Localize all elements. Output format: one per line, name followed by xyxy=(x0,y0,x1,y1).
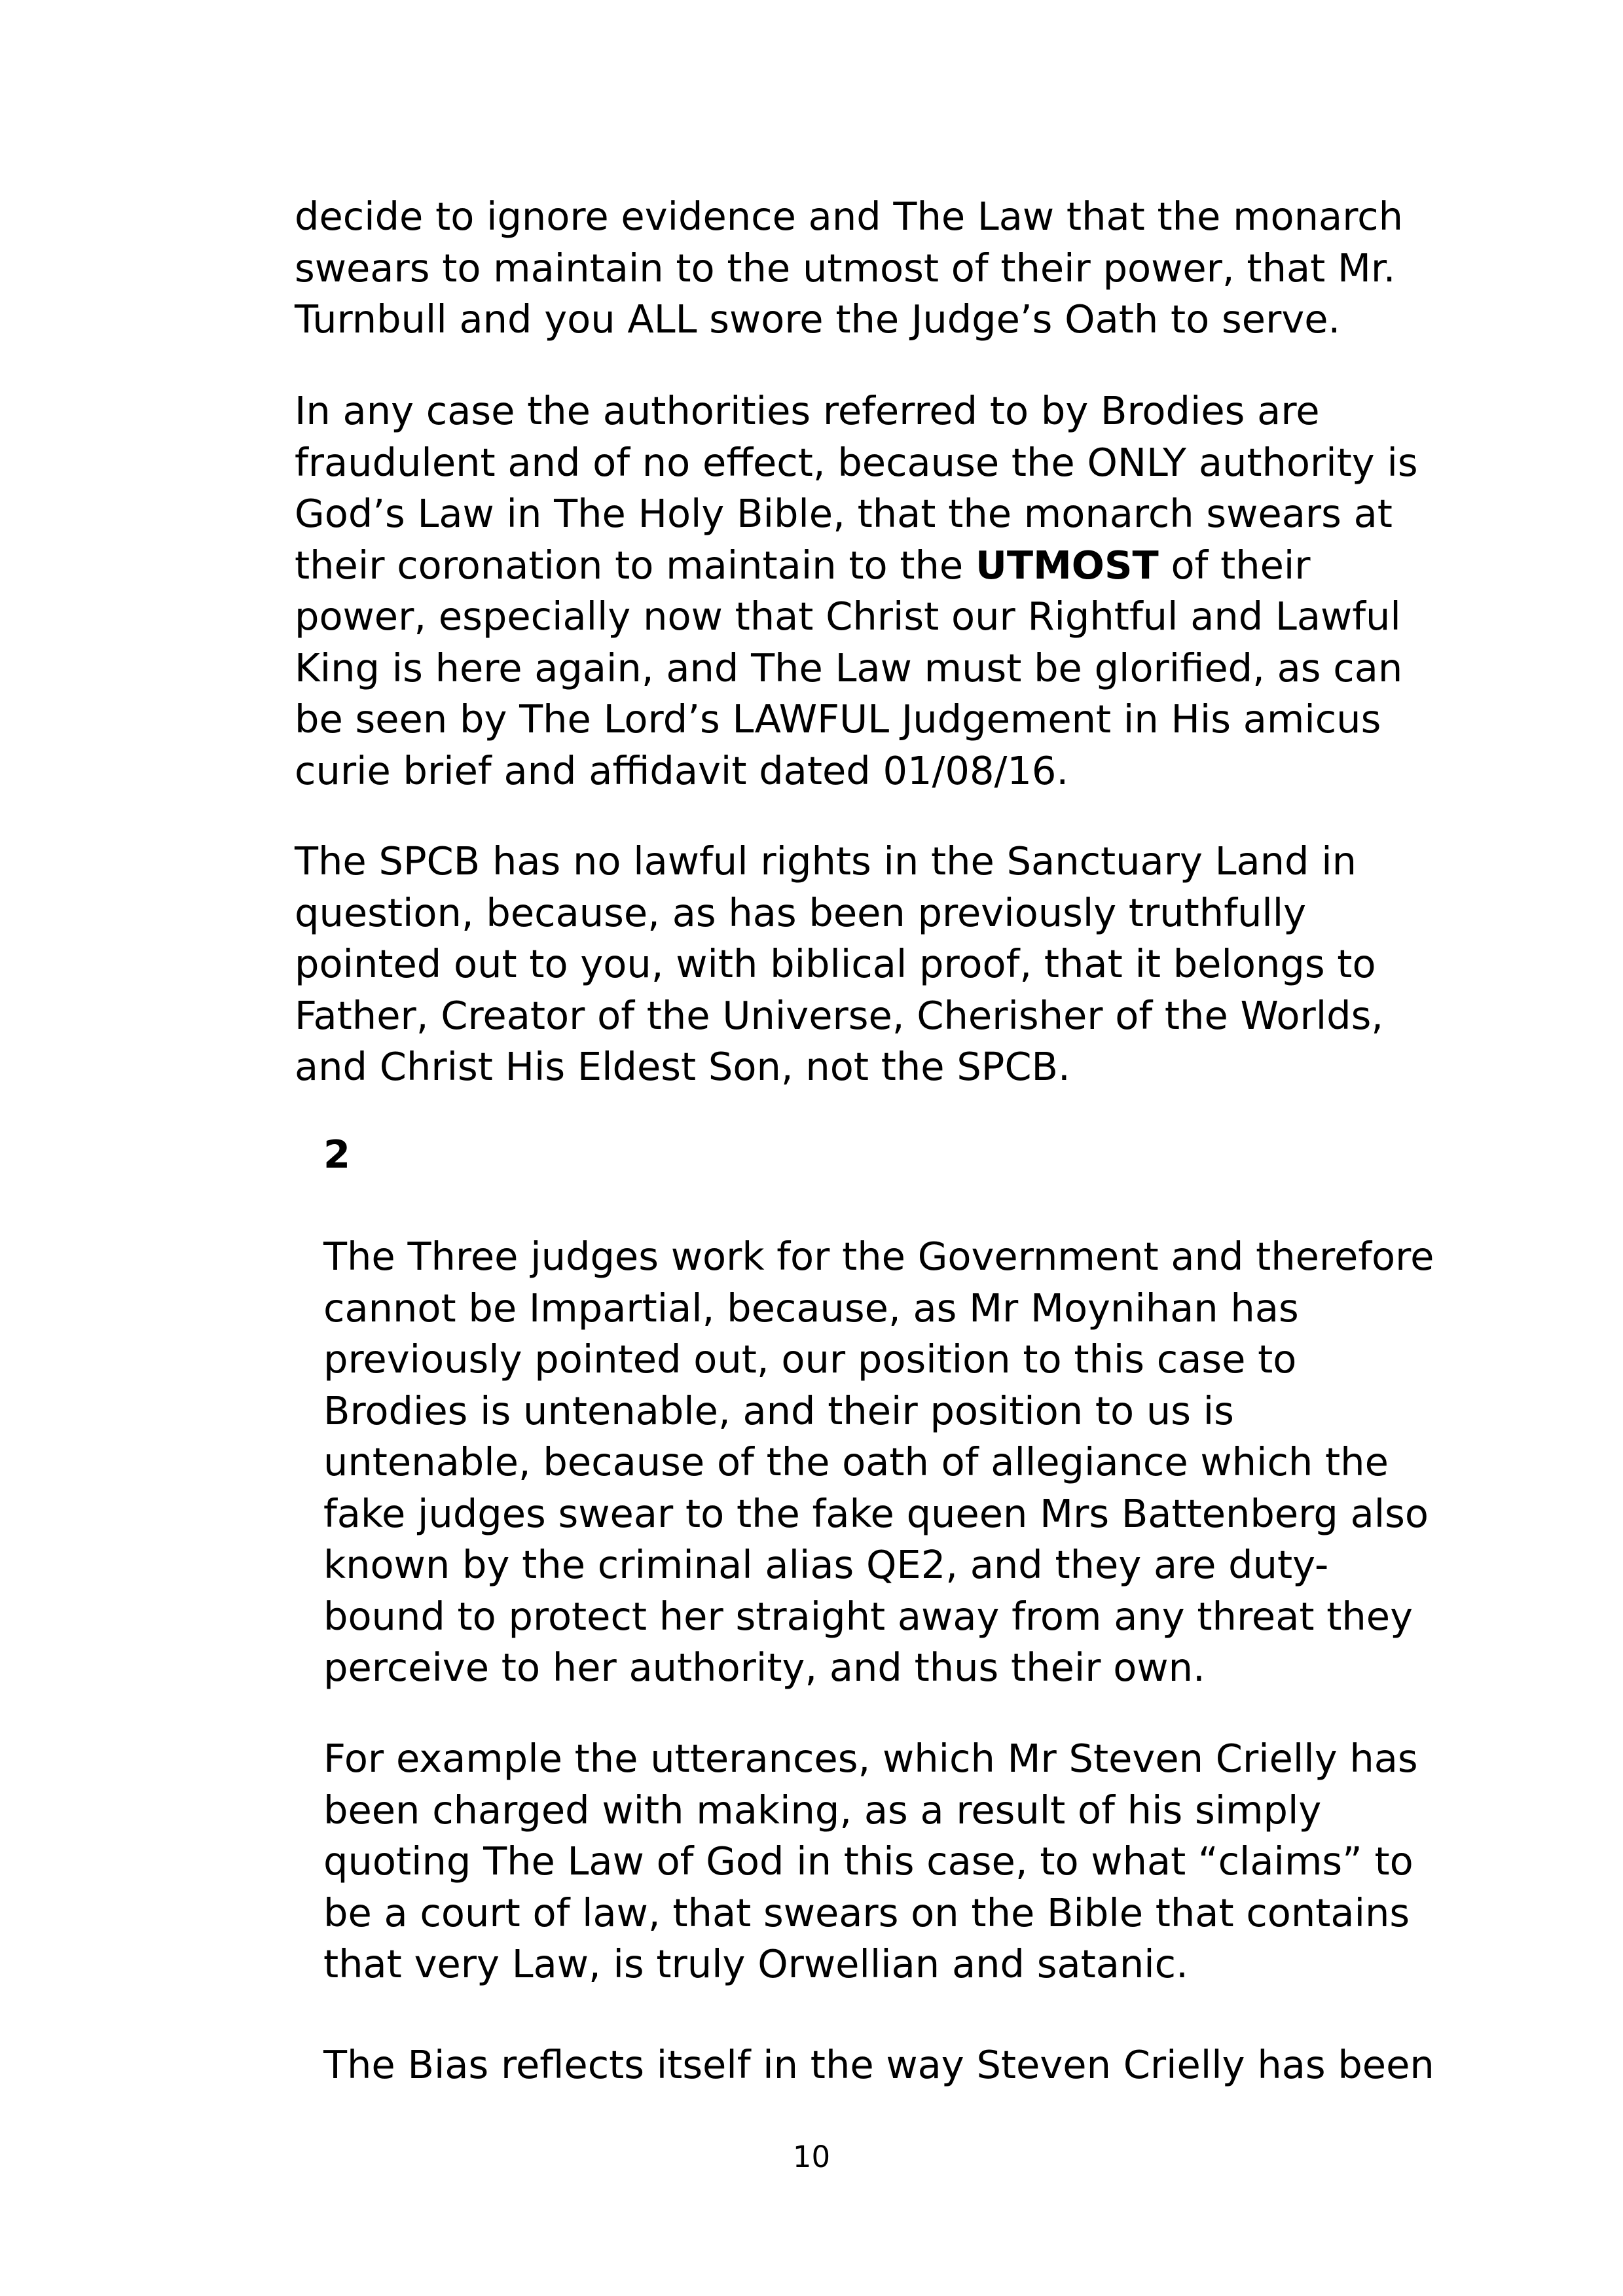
text-line: In any case the authorities referred to by Brodies are xyxy=(295,388,1320,433)
paragraph-3 xyxy=(295,836,1383,1093)
paragraph-5 xyxy=(323,1733,1418,1990)
text-line: been charged with making, as a result of his simply xyxy=(323,1787,1322,1833)
text-line: perceive to her authority, and thus their own. xyxy=(323,1645,1205,1690)
text-line: The SPCB has no lawful rights in the Sanctuary Land in xyxy=(295,838,1357,884)
paragraph-1 xyxy=(295,191,1403,346)
text-line: The Three judges work for the Government and therefore xyxy=(323,1234,1434,1279)
page-number: 10 xyxy=(792,2140,831,2174)
text-line: The Bias reflects itself in the way Steven Crielly has been xyxy=(323,2042,1434,2087)
paragraph-2 xyxy=(295,386,1418,797)
text-line: decide to ignore evidence and The Law that the monarch xyxy=(295,194,1403,239)
text-line: bound to protect her straight away from any threat they xyxy=(323,1593,1413,1639)
text-line: power, especially now that Christ our Rightful and Lawful xyxy=(295,594,1401,639)
text-line: God’s Law in The Holy Bible, that the monarch swears at xyxy=(295,491,1393,536)
text-line: For example the utterances, which Mr Steven Crielly has xyxy=(323,1736,1418,1781)
text-line: cannot be Impartial, because, as Mr Moynihan has xyxy=(323,1285,1299,1331)
text-line: King is here again, and The Law must be glorified, as can xyxy=(295,645,1403,691)
section-number: 2 xyxy=(323,1132,351,1177)
text-line: previously pointed out, our position to this case to xyxy=(323,1336,1297,1382)
text-line: fraudulent and of no effect, because the ONLY authority is xyxy=(295,439,1418,485)
emphasis-utmost: UTMOST xyxy=(975,542,1159,588)
text-line: Father, Creator of the Universe, Cherisher of the Worlds, xyxy=(295,992,1384,1038)
text-line: quoting The Law of God in this case, to what “claims” to xyxy=(323,1839,1413,1884)
text-line: and Christ His Eldest Son, not the SPCB. xyxy=(295,1044,1070,1089)
text-line: be a court of law, that swears on the Bible that contains xyxy=(323,1890,1410,1935)
text-line: pointed out to you, with biblical proof, that it belongs to xyxy=(295,941,1376,986)
text-line: untenable, because of the oath of allegiance which the xyxy=(323,1439,1389,1484)
paragraph-4 xyxy=(323,1231,1434,1694)
text-line: Turnbull and you ALL swore the Judge’s Oath to serve. xyxy=(295,296,1341,342)
text-segment: their coronation to maintain to the xyxy=(295,542,976,588)
text-line: question, because, as has been previously truthfully xyxy=(295,889,1307,935)
text-line: that very Law, is truly Orwellian and satanic. xyxy=(323,1941,1188,1986)
text-line: Brodies is untenable, and their position to us is xyxy=(323,1388,1234,1433)
text-line: fake judges swear to the fake queen Mrs Battenberg also xyxy=(323,1490,1429,1536)
text-line xyxy=(295,540,1418,592)
text-segment: of their xyxy=(1158,542,1311,588)
text-line: swears to maintain to the utmost of their power, that Mr. xyxy=(295,245,1396,291)
paragraph-6 xyxy=(323,2039,1434,2091)
text-line: curie brief and affidavit dated 01/08/16. xyxy=(295,747,1069,793)
text-line: be seen by The Lord’s LAWFUL Judgement in His amicus xyxy=(295,696,1381,742)
text-line: known by the criminal alias QE2, and they are duty- xyxy=(323,1542,1329,1587)
